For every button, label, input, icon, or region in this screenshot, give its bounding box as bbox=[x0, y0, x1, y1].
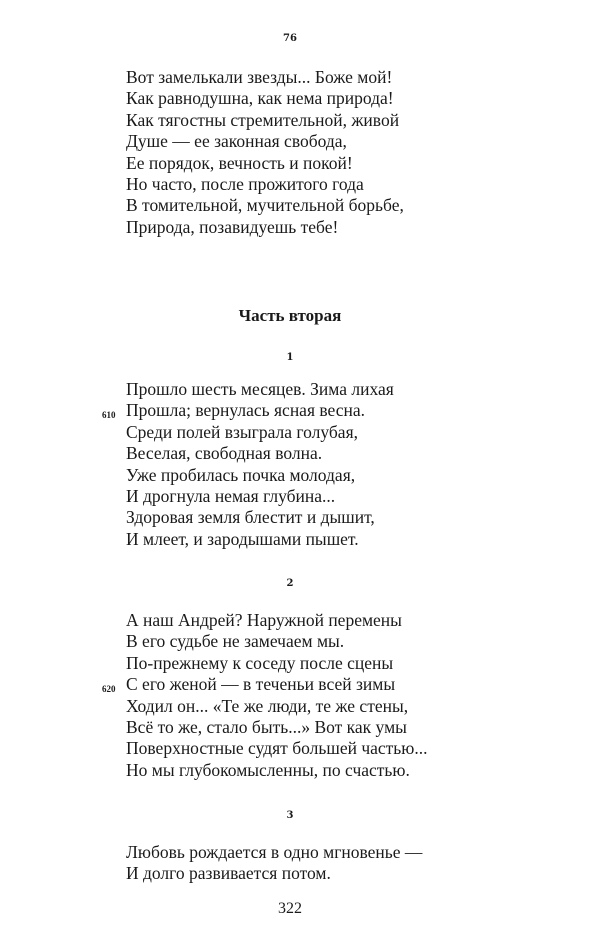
verse-line: Как тягостны стремительной, живой bbox=[126, 109, 400, 130]
verse-line-text: Прошла; вернулась ясная весна. bbox=[126, 400, 366, 421]
verse-line: Любовь рождается в одно мгновенье — bbox=[126, 842, 423, 862]
section-number-3: 3 bbox=[286, 810, 294, 821]
verse-line: Всё то же, стало быть...» Вот как умы bbox=[126, 717, 407, 738]
verse-line: Прошло шесть месяцев. Зима лихая bbox=[126, 379, 394, 399]
verse-line: Как равнодушна, как нема природа! bbox=[126, 88, 394, 109]
verse-line: Веселая, свободная волна. bbox=[126, 443, 323, 464]
verse-line: Душе — ее законная свобода, bbox=[126, 131, 347, 152]
verse-line-marked bbox=[102, 674, 428, 695]
verse-line: Вот замелькали звезды... Боже мой! bbox=[126, 67, 393, 87]
intro-stanza bbox=[126, 67, 404, 238]
verse-line: Поверхностные судят большей частью... bbox=[126, 738, 428, 759]
section-3-stanza bbox=[126, 842, 422, 885]
line-number-marker: 620 bbox=[102, 684, 116, 695]
verse-line: И дрогнула немая глубина... bbox=[126, 486, 336, 507]
section-number-1: 1 bbox=[286, 352, 294, 363]
verse-line: И долго развивается потом. bbox=[126, 863, 331, 884]
verse-line: Ее порядок, вечность и покой! bbox=[126, 152, 353, 173]
section-number-2: 2 bbox=[286, 578, 294, 589]
verse-line: Но часто, после прожитого года bbox=[126, 174, 364, 195]
verse-line-marked bbox=[102, 400, 394, 421]
verse-line: Среди полей взыграла голубая, bbox=[126, 421, 358, 442]
running-page-number: 76 bbox=[283, 33, 297, 44]
part-title: Часть вторая bbox=[238, 306, 342, 325]
verse-line: А наш Андрей? Наружной перемены bbox=[126, 610, 402, 630]
verse-line: Ходил он... «Те же люди, те же стены, bbox=[126, 695, 409, 716]
verse-line: Уже пробилась почка молодая, bbox=[126, 464, 356, 485]
verse-line-text: С его женой — в теченьи всей зимы bbox=[126, 674, 396, 695]
verse-line: Природа, позавидуешь тебе! bbox=[126, 216, 339, 237]
line-number-marker: 610 bbox=[102, 410, 116, 421]
section-2-stanza bbox=[102, 610, 428, 781]
verse-line: Но мы глубокомысленны, по счастью. bbox=[126, 759, 410, 780]
verse-line: И млеет, и зародышами пышет. bbox=[126, 528, 359, 549]
page-folio: 322 bbox=[278, 900, 302, 917]
section-1-stanza bbox=[102, 379, 394, 550]
verse-line: В томительной, мучительной борьбе, bbox=[126, 195, 404, 216]
verse-line: По-прежнему к соседу после сцены bbox=[126, 652, 394, 673]
verse-line: В его судьбе не замечаем мы. bbox=[126, 631, 345, 652]
verse-line: Здоровая земля блестит и дышит, bbox=[126, 507, 375, 528]
